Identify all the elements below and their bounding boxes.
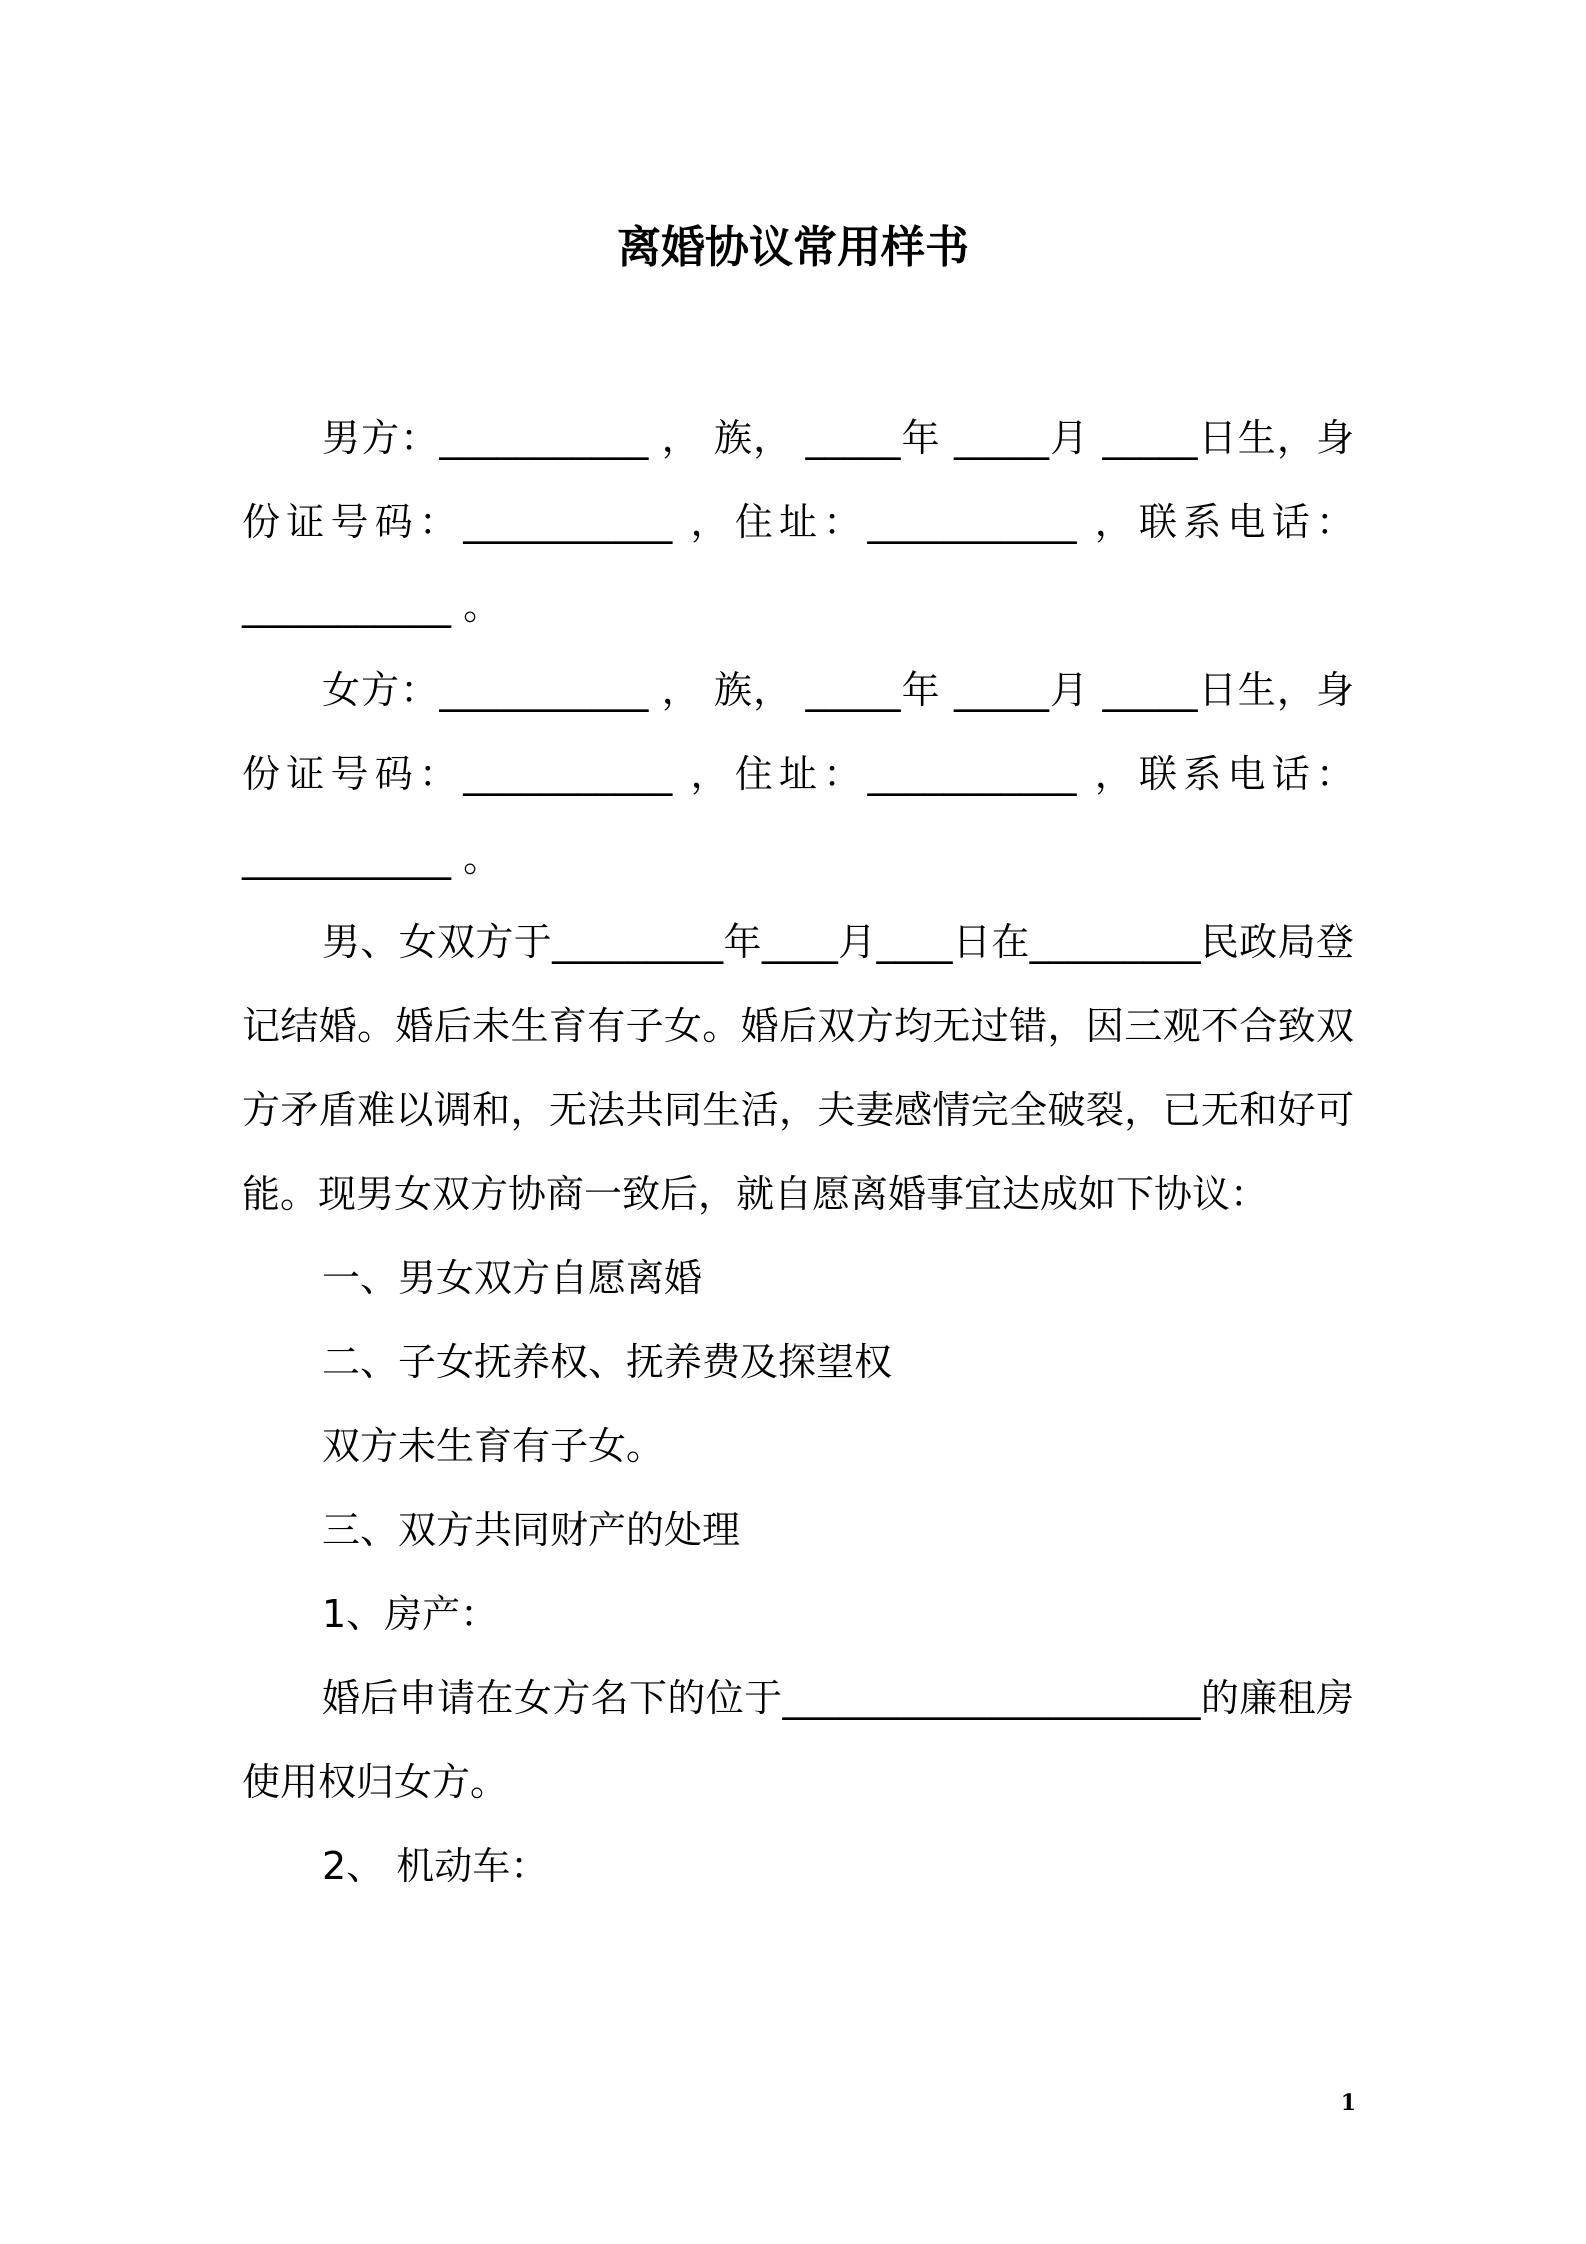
paragraph-marriage-background: 男、女双方于_________年____月____日在_________民政局登记结婚。婚后未生育有子女。婚后双方均无过错，因三观不合致双方矛盾难以调和，无法共同生活，夫妻感情完全破裂，已无和好可能。现男女双方协商一致后，就自愿离婚事宜达成如下协议： (242, 920, 1354, 1216)
section-heading-property: 三、双方共同财产的处理 (322, 1508, 741, 1552)
page-number: 1 (1340, 2090, 1356, 2116)
subheading-vehicle: 2、 机动车： (322, 1844, 549, 1888)
document-body (242, 396, 1354, 1908)
subheading-real-estate: 1、房产： (322, 1592, 499, 1636)
paragraph-no-children: 双方未生育有子女。 (322, 1424, 665, 1468)
paragraph-housing: 婚后申请在女方名下的位于______________________的廉租房使用权归女方。 (242, 1676, 1354, 1804)
section-heading-custody: 二、子女抚养权、抚养费及探望权 (322, 1340, 893, 1384)
paragraph-female-party-info: 女方：___________ ， 族， _____年 _____月 _____日生，身份证号码：___________ ，住址：___________ ，联系电话：___________ 。 (242, 668, 1354, 880)
document-title: 离婚协议常用样书 (617, 222, 969, 273)
paragraph-male-party-info: 男方：___________ ， 族， _____年 _____月 _____日生，身份证号码：___________ ，住址：___________ ，联系电话：___________ 。 (242, 416, 1354, 628)
section-heading-divorce: 一、男女双方自愿离婚 (322, 1256, 703, 1300)
